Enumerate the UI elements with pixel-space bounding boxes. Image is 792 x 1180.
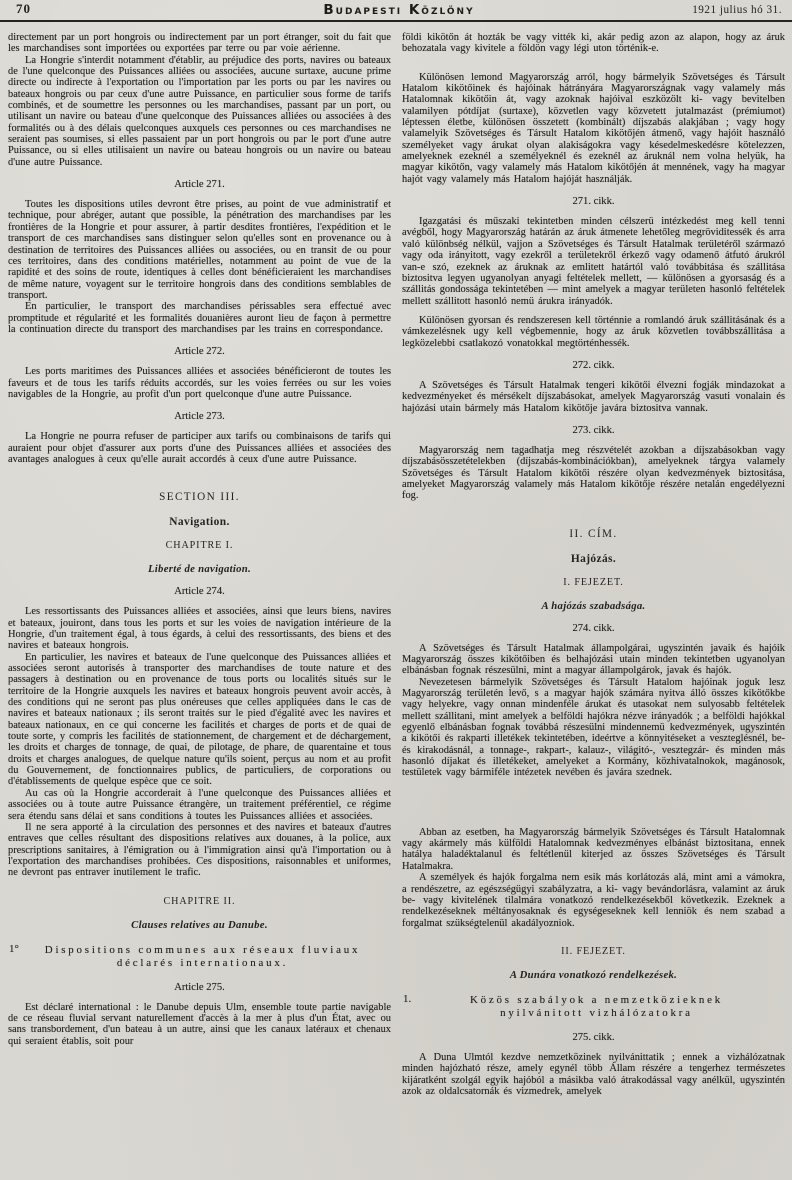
chapter-subtitle: Clauses relatives au Danube. [131,918,268,931]
two-column-content [0,22,792,1097]
article-heading: 271. cikk. [572,196,615,208]
page-header [0,0,792,22]
paragraph: Nevezetesen bármelyik Szövetséges és Társult Hatalom hajóinak joguk lesz Magyarország területén levő, s a magyar hajók számára nyitva álló összes kikötőkbe vagy helyekre, vagy onnan mindenféle árukat és utasokat nem sulyosabb feltételek mellett szállitani, mint amelyek a belföldi hajókra nézve irányadók ; a belföldi hajókkal egyenlő elbánásban fognak továbbá részesülni mindennemü kedvezmények, ugyszintén a kikötői és rakparti illetékek tekintetében, ideértve a könnyitéseket a veszteglésnél, be- és kirakodásnál, a tonnage-, rakpart-, kalauz-, világitó-, vesztegzár- és minden más hasonló díjakat és illetékeket, amelyeket a Kormány, közhivatalnokok, magánosok, testületek vagy bármiféle intézetek nevében és javára szednek. [402,676,785,779]
header-left [16,0,231,18]
section-subtitle: Hajózás. [570,552,617,565]
paragraph: Il ne sera apporté à la circulation des personnes et des navires et bateaux d'autres entraves que celles résultant des dispositions relatives aux douanes, à la police, aux prescriptions sanitaires, à l'émigration ou à l'immigration ainsi qu'à l'importation ou à l'exportation des marchandises prohibées. Ces dispositions, raisonnables et uniformes, ne devront pas entraver inutilement le trafic. [8,821,391,879]
paragraph: En particulier, le transport des marchandises périssables sera effectué avec promptitude et régularité et les formalités douanières auront lieu de façon à permettre la continuation directe du transport des marchandises par les trains en correspondance. [8,301,391,335]
chapter-subtitle: A hajózás szabadsága. [541,599,646,612]
numbered-heading-marker: 1° [9,942,19,955]
paragraph: Les ports maritimes des Puissances alliées et associées bénéficieront de toutes les faveurs et de tous les tarifs réduits accordés, sur les voies ferrées ou sur les voies navigables de la Hongrie, au profit d'un port quelconque d'une autre Puissance. [8,366,391,400]
article-heading: 273. cikk. [572,424,615,436]
section-heading: II. CÍM. [569,527,618,540]
article-heading: Article 272. [174,346,225,358]
paragraph: Abban az esetben, ha Magyarország bármelyik Szövetséges és Társult Hatalomnak vagy akármely más külföldi Hatalomnak kedvezményes elbánást biztositana, ennek hatálya haladéktalanul és feltétlenül kiterjed az összes Szövetséges és Társult Hatalmakra. [402,826,785,872]
header-right [567,0,782,18]
paragraph: La Hongrie ne pourra refuser de participer aux tarifs ou combinaisons de tarifs qui auraient pour objet d'assurer aux ports d'une des Puissances alliées et associées des avantages analogues à ceux qu'elle aurait accordés à ceux d'une autre Puissance. [8,431,391,465]
chapter-heading: II. FEJEZET. [561,945,626,957]
paragraph: Au cas où la Hongrie accorderait à l'une quelconque des Puissances alliées et associées ou à toute autre Puissance étrangère, un traitement préférentiel, ce régime sera étendu sans délai et sans conditions à toutes les Puissances alliées et associées. [8,787,391,822]
paragraph: Toutes les dispositions utiles devront être prises, au point de vue administratif et technique, pour abréger, autant que possible, la pénétration des marchandises par les frontières de la Hongrie et pour assurer, à partir desdites frontières, l'expédition et le transport de ces marchandises sans distinguer selon qu'elles sont en provenance ou à destination de territoires des Puissances alliées ou associées, ou en transit de ou pour ces territoires, dans des conditions matérielles, notamment au point de vue de la rapidité et des soins de route, identiques à celles dont bénéficieraient les marchandises de même nature, voyagent sur le territoire hongrois dans des conditions semblables de transport. [8,199,391,301]
numbered-heading-marker: 1. [403,992,412,1005]
chapter-heading: CHAPITRE II. [163,895,236,907]
paragraph: Magyarország nem tagadhatja meg részvételét azokban a díjszabásokban vagy díjszabásösszetételekben (díjszabás-kombinációkban), amelyeknek tárgya valamely Szövetséges és Társult Hatalom kikötői részére olyan kedvezmények biztositása, amelyeket Magyarország valamely más Hatalom kikötője részére netalán engedélyezni fog. [402,444,785,502]
article-heading: 274. cikk. [572,622,615,634]
article-heading: Article 275. [174,981,225,993]
issue-date: 1921 julius hó 31. [692,4,782,16]
paragraph: A Duna Ulmtól kezdve nemzetközinek nyilvánittatik ; ennek a vizhálózatnak minden hajózható része, amely egynél több Állam részére a tengerhez természetes kijáratként szolgál egyik hajóból a másikba való átrakodással vagy anélkül, ugyszintén azok az oldalcsatornák és vizmedrek, amelyek [402,1051,785,1097]
chapter-subtitle: Liberté de navigation. [147,563,252,576]
paragraph: Les ressortissants des Puissances alliées et associées, ainsi que leurs biens, navires et bateaux, jouiront, dans tous les ports et sur les voies de navigation intérieure de la Hongrie, d'un traitement égal, à tous égards, à celui des ressortissants, des biens et des navires et bateaux hongrois. [8,606,391,652]
paragraph: La Hongrie s'interdit notamment d'établir, au préjudice des ports, navires ou bateaux de l'une quelconque des Puissances alliées ou associées, aucune surtaxe, aucune prime directe ou indirecte à l'exportation ou l'importation par les ports ou par les navires ou bateaux hongrois ou par ceux d'une autre Puissance, en particulier sous forme de tarifs combinés, et de soumettre les personnes ou les marchandises, passant par un port, ou utilisant un navire ou bateau d'une quelconque des Puissances alliées ou associées à des formalités ou à des délais quelconques auxquels ces personnes ou ces marchandises ne seraient pas soumises, si elles passaient par un port hongrois ou par le port d'une autre Puissance, ou si elles utilisaient un navire ou bateau hongrois ou un navire ou bateau d'une autre Puissance. [8,54,391,168]
paragraph: A Szövetséges és Társult Hatalmak tengeri kikötői élvezni fogják mindazokat a kedvezményeket és mérsékelt díjszabásokat, amelyek Magyarország vasuti vonalain és hajózási utain bármely más Hatalom kikötője javára biztositva vannak. [402,379,785,414]
article-heading: 272. cikk. [572,359,615,371]
section-heading: SECTION III. [159,491,240,504]
paragraph: Est déclaré international : le Danube depuis Ulm, ensemble toute partie navigable de ce réseau fluvial servant naturellement d'accès à la mer à plus d'un État, avec ou sans transbordement, d'un bateau à un autre, ainsi que les canaux latéraux et chenaux qui seraient établis, soit pour [8,1001,391,1047]
page-number: 70 [16,1,31,16]
section-subtitle: Navigation. [169,516,230,529]
paragraph: En particulier, les navires et bateaux de l'une quelconque des Puissances alliées et associées seront autorisés à transporter des marchandises de toute nature et des passagers à destination ou en provenance de tous ports ou localités situés sur le territoire de la Hongrie auxquels les navires et bateaux hongrois peuvent avoir accès, à des conditions qui ne seront pas plus onéreuses que celles appliquées dans le cas de navires et bateaux nationaux ; ils seront traités sur le pied d'égalité avec les navires et bateaux nationaux, en ce qui concerne les facilités et charges de ports et de quai de toute sorte, y compris les facilités de stationnement, de chargement et de déchargement, les droits et charges de tonnage, de quai, de pilotage, de phare, de quarentaine et tous droits et charges analogues, de quelque nature qu'ils soient, perçus au nom et au profit du Gouvernement, de fonctionnaires publics, de particuliers, de corporations ou d'établissements de quelque espèce que ce soit. [8,651,391,788]
left-column-french [8,32,391,1097]
chapter-heading: CHAPITRE I. [165,540,234,552]
paragraph: directement par un port hongrois ou indirectement par un port étranger, soit du fait que les marchandises sont importées ou exportées par terre ou par voie aérienne. [8,32,391,55]
chapter-subtitle: A Dunára vonatkozó rendelkezések. [509,968,678,981]
article-heading: Article 274. [174,586,225,598]
right-column-hungarian [402,32,785,1097]
numbered-heading [402,994,785,1021]
numbered-heading-text: Közös szabályok a nemzetközieknek nyilvánitott vizhálózatokra [470,993,723,1020]
paragraph: Különösen lemond Magyarország arról, hogy bármelyik Szövetséges és Társult Hatalom kikötőinek és hajóinak hátrányára Magyarországnak vagy valamely más Hatalomnak kikötőin át, vagy azoknak hajóival eszközölt ki- vagy bevitelben valamilyen pótdíjat (surtaxe), közvetlen vagy közvetett jutalmazást (prémiumot) léptessen életbe, különösen összetett (kombinált) díjszabás alakjában ; vagy hogy valamelyik Szövetséges és Társult Hatalom kikötőjén átmenő, vagy hajóit használó személyeket vagy árukat olyan alakiságokra vagy késedelmeskedésre kötelezzen, amelyeknek ezeknél a személyeknél és ezeknél az áruknál nem volna helyük, ha magyar kikötőn, vagy valamely más Hatalom kikötőjén át mennének, vagy ha magyar hajót vagy valamely más Hatalom hajóját használják. [402,71,785,185]
masthead-title: Budapesti Közlöny [323,2,475,18]
numbered-heading [8,944,391,971]
paragraph: földi kikötőn át hozták be vagy vitték ki, akár pedig azon az alapon, hogy az áruk behozatala vagy kivitele a földön vagy légi uton történik-e. [402,32,785,55]
article-heading: 275. cikk. [572,1031,615,1043]
article-heading: Article 271. [174,179,225,191]
article-heading: Article 273. [174,411,225,423]
paragraph: Igazgatási és műszaki tekintetben minden célszerü intézkedést meg kell tenni avégből, hogy Magyarország határán az áruk átmenete lehetőleg megröviditessék és arra való különbség nélkül, vajjon a Szövetséges és Társult Hatalmak területéről származó vagy oda irányitott, vagy ezekről a területekről érkező vagy odamenő átfutó árukról van-e szó, ezeknek az áruknak az emlitett határtól való továbbitása és szállitása biztositva legyen ugyanolyan anyagi feltételek mellett, — különösen a gyorsaság és a szállitás gondossága tekintetében — mint amelyek a magyar területen hasonló feltételek mellett szállitott hasonló nemü árukra irányadók. [402,216,785,307]
numbered-heading-text: Dispositions communes aux réseaux fluviaux déclarés internationaux. [44,943,361,970]
paragraph: Különösen gyorsan és rendszeresen kell történnie a romlandó áruk szállitásának és a vámkezelésnek ugy kell végbemennie, hogy az áruk közvetlen továbbszállitása a legközelebbi csatlakozó vonatokkal megtörténhessék. [402,314,785,349]
paragraph: A Szövetséges és Társult Hatalmak állampolgárai, ugyszintén javaik és hajóik Magyarország összes kikötőiben és belhajózási utain minden tekintetben ugyanolyan elbánásban fognak részesülni, mint a magyar állampolgárok, javak és hajók. [402,642,785,677]
paragraph: A személyek és hajók forgalma nem esik más korlátozás alá, mint ami a vámokra, a rendészetre, az egészségügyi szabályzatra, a ki- vagy bevándorlásra, valamint az áruk be- vagy kivitelének tilalmára vonatkozó rendelkezésekből következik. Ezeknek a rendelkezéseknek méltányosaknak és egységeseknek kell lenniök és nem szabad a forgalmat szükségtelenül akadályozniok. [402,872,785,929]
chapter-heading: I. FEJEZET. [563,576,624,588]
